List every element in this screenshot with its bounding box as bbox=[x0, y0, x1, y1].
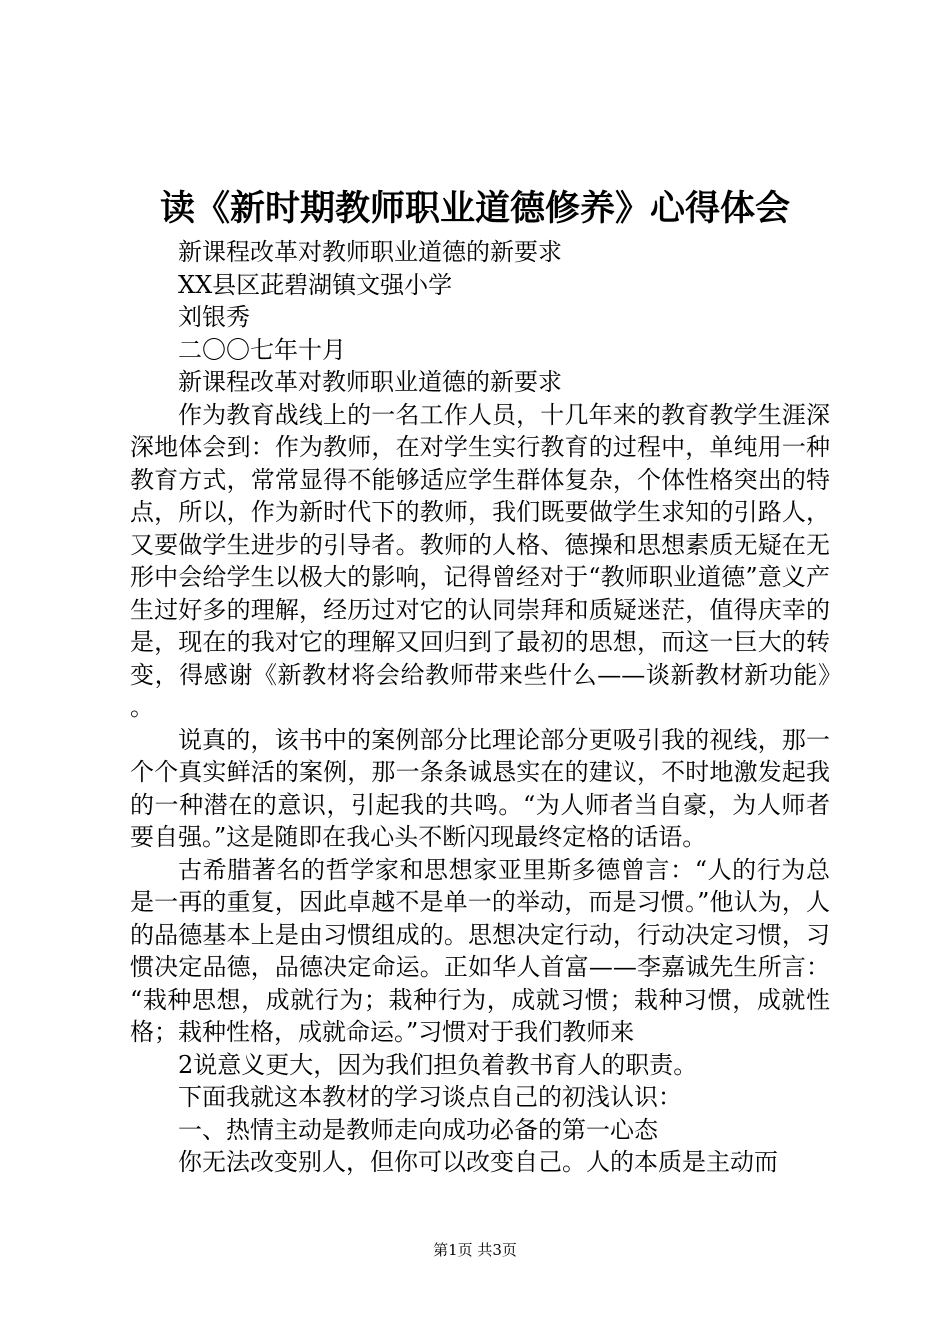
page-number: 第1页 共3页 bbox=[433, 1241, 517, 1259]
point-heading: 一、热情主动是教师走向成功必备的第一心态 bbox=[178, 1115, 658, 1144]
document-title: 读《新时期教师职业道德修养》心得体会 bbox=[159, 188, 790, 229]
paragraph: 古希腊著名的哲学家和思想家亚里斯多德曾言：“人的行为总是一再的重复，因此卓越不是单一的举动，而是习惯。”他认为，人的品德基本上是由习惯组成的。思想决定行动，行动决定习惯，习惯决定品德，品德决定命运。正如华人首富——李嘉诚先生所言：“栽种思想，成就行为；栽种行为，成就习惯；栽种习惯，成就性格；栽种性格，成就命运。”习惯对于我们教师来 bbox=[130, 855, 830, 1046]
date-line: 二〇〇七年十月 bbox=[178, 335, 346, 364]
author-line: 刘银秀 bbox=[178, 303, 250, 331]
paragraph-start-line: 你无法改变别人，但你可以改变自己。人的本质是主动而 bbox=[178, 1148, 778, 1176]
paragraph: 作为教育战线上的一名工作人员，十几年来的教育教学生涯深深地体会到：作为教师，在对学生实行教育的过程中，单纯用一种教育方式，常常显得不能够适应学生群体复杂，个体性格突出的特点，所以，作为新时代下的教师，我们既要做学生求知的引路人，又要做学生进步的引导者。教师的人格、德操和思想素质无疑在无形中会给学生以极大的影响，记得曾经对于“教师职业道德”意义产生过好多的理解，经历过对它的认同崇拜和质疑迷茫，值得庆幸的是，现在的我对它的理解又回归到了最初的思想，而这一巨大的转变，得感谢《新教材将会给教师带来些什么——谈新教材新功能》。 bbox=[130, 400, 830, 721]
school-line: XX县区茈碧湖镇文强小学 bbox=[178, 270, 453, 299]
section-heading: 新课程改革对教师职业道德的新要求 bbox=[178, 368, 562, 396]
document-body bbox=[130, 236, 830, 1179]
intro-line: 下面我就这本教材的学习谈点自己的初浅认识： bbox=[178, 1083, 682, 1111]
subtitle-line: 新课程改革对教师职业道德的新要求 bbox=[178, 238, 562, 266]
paragraph: 说真的，该书中的案例部分比理论部分更吸引我的视线，那一个个真实鲜活的案例，那一条条诚恳实在的建议，不时地激发起我的一种潜在的意识，引起我的共鸣。“为人师者当自豪，为人师者要自强。”这是随即在我心头不断闪现最终定格的话语。 bbox=[130, 725, 830, 851]
continuation-line: 2说意义更大，因为我们担负着教书育人的职责。 bbox=[178, 1050, 698, 1079]
